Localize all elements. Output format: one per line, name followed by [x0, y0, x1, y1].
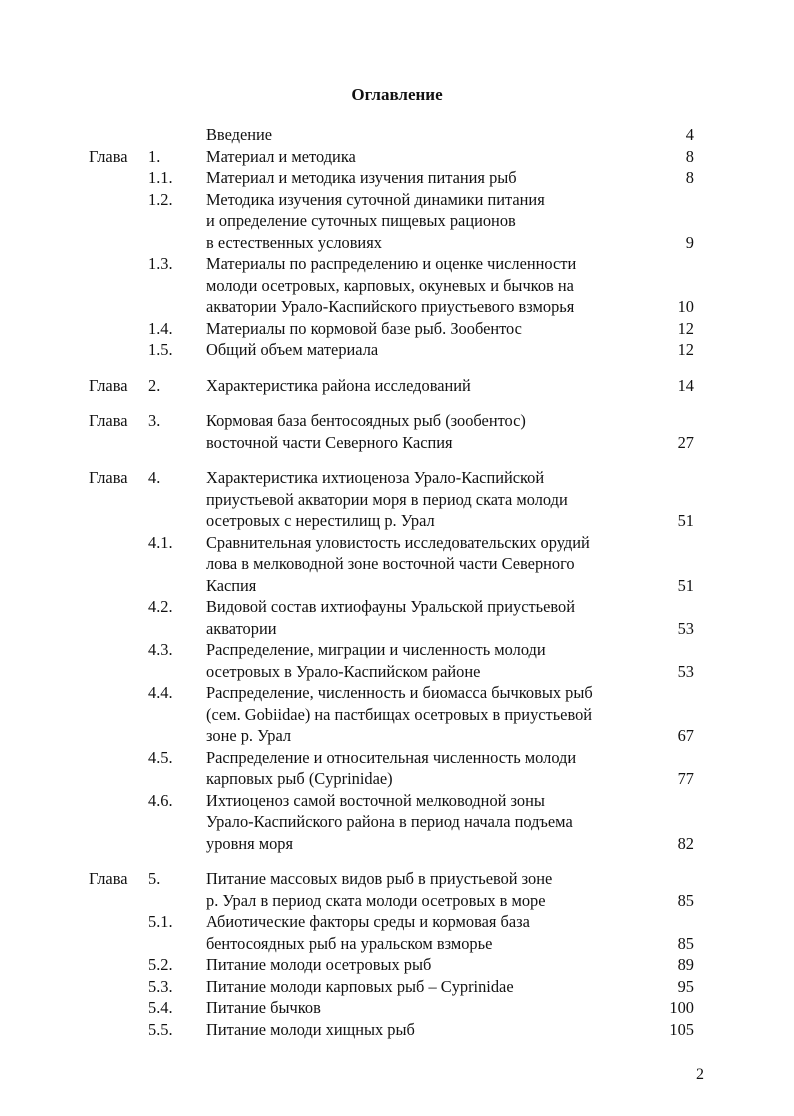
- toc-entry-title-line: Питание молоди осетровых рыб: [206, 955, 432, 974]
- toc-section-number: 4.4.: [148, 683, 173, 702]
- toc-entry: [0, 790, 794, 855]
- toc-entry: [0, 124, 794, 146]
- toc-page-number: 89: [677, 955, 694, 974]
- toc-entry-title-line: уровня моря: [206, 833, 294, 853]
- toc-section-number: 4.5.: [148, 747, 173, 767]
- toc-page-number: 12: [677, 340, 694, 359]
- toc-section-number: 5.4.: [148, 998, 173, 1017]
- toc-entry-title-line: Кормовая база бентосоядных рыб (зообентос): [206, 411, 526, 430]
- toc-page-number: 9: [685, 232, 694, 252]
- toc-section-number: 4.6.: [148, 790, 173, 810]
- toc-page-number: 8: [685, 146, 694, 166]
- toc-section-number: 5.5.: [148, 1019, 173, 1039]
- toc-section-number: 1.: [148, 146, 161, 166]
- toc-entry: [0, 167, 794, 189]
- toc-page-number: 77: [677, 769, 694, 788]
- page-title: Оглавление: [351, 85, 443, 104]
- toc-entry-title-line: бентосоядных рыб на уральском взморье: [206, 933, 493, 953]
- toc-chapter-label: Глава: [89, 146, 128, 166]
- toc-entry-title-line: Абиотические факторы среды и кормовая база: [206, 912, 530, 931]
- toc-entry-title-line: Материалы по кормовой базе рыб. Зообентос: [206, 318, 522, 338]
- toc-entry-title-line: лова в мелководной зоне восточной части Северного: [206, 554, 575, 573]
- toc-entry-title: [206, 596, 636, 639]
- toc-entry: [0, 253, 794, 318]
- toc-entry-title-line: Материал и методика: [206, 146, 356, 166]
- toc-entry-title-line: акватории: [206, 618, 277, 638]
- toc-entry: [0, 532, 794, 597]
- toc-page-number: 105: [669, 1019, 694, 1039]
- toc-entry-title-line: Материал и методика изучения питания рыб: [206, 168, 517, 187]
- table-of-contents: [0, 124, 794, 1040]
- toc-entry: [0, 997, 794, 1019]
- toc-entry: [0, 1019, 794, 1041]
- toc-page-number: 14: [677, 375, 694, 395]
- toc-page-number: 12: [677, 318, 694, 338]
- toc-section-number: 1.2.: [148, 189, 173, 209]
- toc-section-number: 4.2.: [148, 597, 173, 616]
- toc-entry-title-line: карповых рыб (Cyprinidae): [206, 769, 393, 788]
- toc-entry-title: [206, 790, 636, 855]
- toc-entry-title: [206, 954, 636, 976]
- toc-entry: [0, 189, 794, 254]
- toc-entry: [0, 375, 794, 397]
- toc-page-number: 53: [677, 618, 694, 638]
- toc-entry-title-line: Методика изучения суточной динамики питания: [206, 189, 545, 209]
- toc-entry-title-line: Урало-Каспийского района в период начала подъема: [206, 812, 573, 831]
- toc-section-number: 3.: [148, 411, 161, 430]
- toc-entry: [0, 747, 794, 790]
- toc-page-number: 82: [677, 833, 694, 853]
- toc-entry-title-line: Распределение, численность и биомасса бычковых рыб: [206, 683, 593, 702]
- toc-entry-title-line: Питание бычков: [206, 998, 321, 1017]
- toc-section-number: 5.: [148, 869, 161, 888]
- toc-page-number: 67: [677, 726, 694, 745]
- toc-page-number: 85: [677, 933, 694, 953]
- toc-entry-title-line: осетровых с нерестилищ р. Урал: [206, 511, 435, 530]
- toc-entry: [0, 868, 794, 911]
- toc-entry-title: [206, 339, 636, 361]
- toc-entry-title-line: Общий объем материала: [206, 340, 379, 359]
- toc-entry-title: [206, 682, 636, 747]
- toc-section-number: 4.: [148, 468, 161, 487]
- toc-page-number: 51: [677, 575, 694, 595]
- toc-entry-title: [206, 868, 636, 911]
- toc-entry: [0, 410, 794, 453]
- toc-entry-title: [206, 189, 636, 254]
- toc-entry-title: [206, 911, 636, 954]
- toc-entry-title-line: Распределение, миграции и численность молоди: [206, 640, 546, 659]
- toc-entry-title: [206, 976, 636, 998]
- toc-entry-title: [206, 146, 636, 168]
- toc-entry-title-line: восточной части Северного Каспия: [206, 432, 453, 452]
- toc-entry-title: [206, 1019, 636, 1041]
- toc-entry-title-line: (сем. Gobiidae) на пастбищах осетровых в приустьевой: [206, 704, 593, 724]
- toc-section-number: 1.3.: [148, 254, 173, 273]
- toc-entry-title-line: молоди осетровых, карповых, окуневых и бычков на: [206, 275, 574, 295]
- toc-section-number: 5.3.: [148, 976, 173, 996]
- toc-entry-title: [206, 375, 636, 397]
- toc-entry: [0, 318, 794, 340]
- toc-page-number: 95: [677, 976, 694, 996]
- toc-chapter-label: Глава: [89, 411, 128, 430]
- toc-section-number: 1.4.: [148, 318, 173, 338]
- toc-entry-title-line: Питание молоди карповых рыб – Cyprinidae: [206, 976, 514, 996]
- toc-section-number: 1.5.: [148, 340, 173, 359]
- toc-entry-title-line: зоне р. Урал: [206, 726, 292, 745]
- toc-section-number: 1.1.: [148, 168, 173, 187]
- toc-section-number: 2.: [148, 375, 161, 395]
- toc-chapter-label: Глава: [89, 869, 128, 888]
- toc-entry: [0, 596, 794, 639]
- toc-page-number: 8: [685, 168, 694, 187]
- toc-section-number: 4.1.: [148, 532, 173, 552]
- toc-page-number: 51: [677, 511, 694, 530]
- toc-entry-title: [206, 532, 636, 597]
- toc-entry-title: [206, 997, 636, 1019]
- toc-entry-title: [206, 639, 636, 682]
- page-number: 2: [696, 1066, 704, 1083]
- toc-entry: [0, 976, 794, 998]
- toc-chapter-label: Глава: [89, 468, 128, 487]
- toc-entry-title-line: Распределение и относительная численность молоди: [206, 747, 577, 767]
- toc-entry: [0, 639, 794, 682]
- toc-entry-title-line: р. Урал в период ската молоди осетровых в море: [206, 890, 546, 910]
- toc-page-number: 27: [677, 432, 694, 452]
- toc-entry: [0, 954, 794, 976]
- toc-entry-title-line: приустьевой акватории моря в период ската молоди: [206, 489, 568, 509]
- toc-entry-title: [206, 467, 636, 532]
- toc-entry-title-line: осетровых в Урало-Каспийском районе: [206, 661, 481, 681]
- toc-entry-title-line: Характеристика ихтиоценоза Урало-Каспийской: [206, 468, 545, 487]
- toc-chapter-label: Глава: [89, 375, 128, 395]
- toc-entry-title-line: Материалы по распределению и оценке численности: [206, 254, 577, 273]
- toc-entry-title-line: Сравнительная уловистость исследовательских орудий: [206, 532, 590, 552]
- toc-page-number: 100: [669, 998, 694, 1017]
- toc-entry-title: [206, 410, 636, 453]
- toc-section-number: 5.1.: [148, 912, 173, 931]
- toc-entry-title-line: и определение суточных пищевых рационов: [206, 211, 516, 230]
- toc-section-number: 5.2.: [148, 955, 173, 974]
- toc-entry: [0, 146, 794, 168]
- toc-entry-title: [206, 318, 636, 340]
- toc-page-number: 53: [677, 661, 694, 681]
- toc-entry: [0, 911, 794, 954]
- toc-entry-title: [206, 124, 636, 146]
- toc-entry-title-line: в естественных условиях: [206, 232, 382, 252]
- toc-entry-title-line: Введение: [206, 125, 273, 144]
- toc-entry: [0, 682, 794, 747]
- toc-entry-title-line: Видовой состав ихтиофауны Уральской приустьевой: [206, 597, 576, 616]
- toc-entry-title: [206, 253, 636, 318]
- toc-page-number: 4: [685, 125, 694, 144]
- toc-section-number: 4.3.: [148, 640, 173, 659]
- toc-page-number: 85: [677, 890, 694, 910]
- toc-entry-title: [206, 167, 636, 189]
- toc-entry-title-line: Каспия: [206, 575, 257, 595]
- toc-entry-title-line: Характеристика района исследований: [206, 375, 471, 395]
- toc-entry: [0, 339, 794, 361]
- toc-entry: [0, 467, 794, 532]
- toc-page-number: 10: [677, 297, 694, 316]
- toc-entry-title-line: Питание массовых видов рыб в приустьевой зоне: [206, 869, 553, 888]
- toc-entry-title: [206, 747, 636, 790]
- toc-entry-title-line: Питание молоди хищных рыб: [206, 1019, 415, 1039]
- toc-entry-title-line: Ихтиоценоз самой восточной мелководной зоны: [206, 790, 545, 810]
- toc-entry-title-line: акватории Урало-Каспийского приустьевого взморья: [206, 297, 575, 316]
